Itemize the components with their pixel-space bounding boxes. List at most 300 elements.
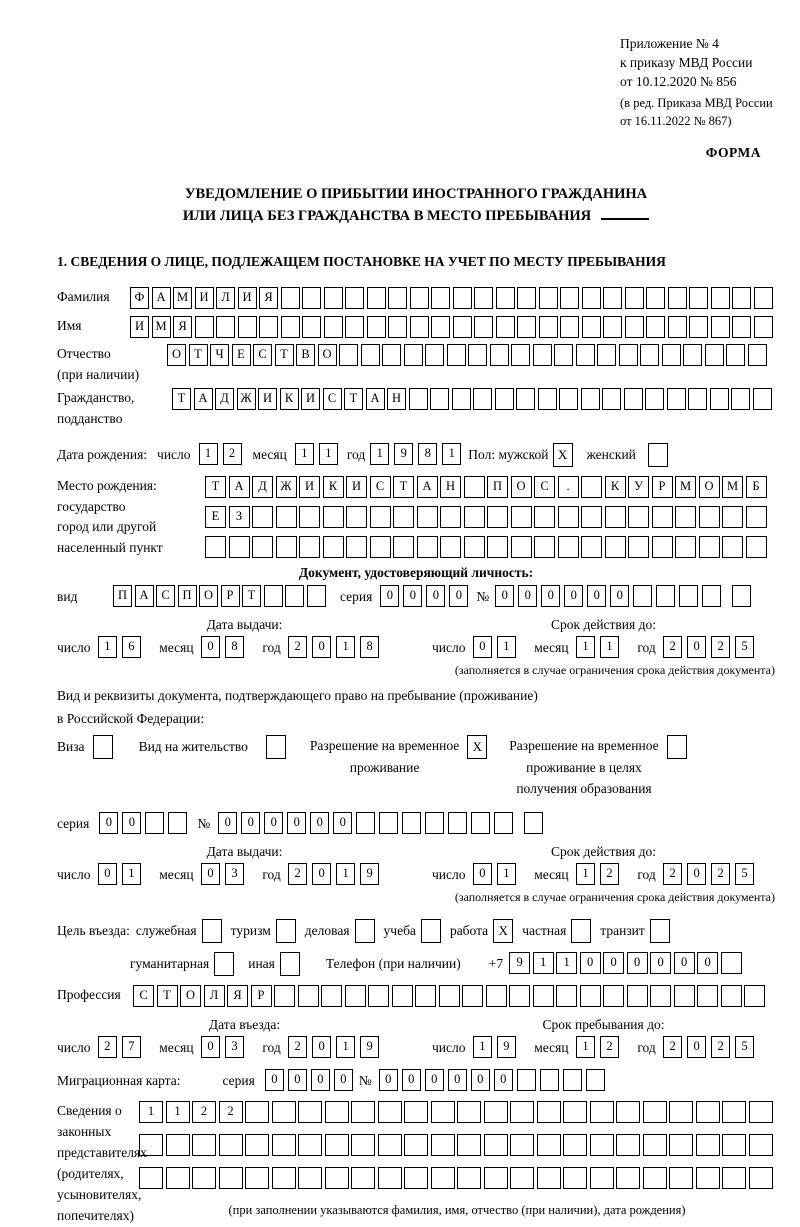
form-cell[interactable] <box>351 1167 375 1189</box>
form-cell[interactable] <box>616 1167 640 1189</box>
form-cell[interactable]: Е <box>205 506 226 528</box>
form-cell[interactable] <box>487 506 508 528</box>
form-cell[interactable] <box>616 1101 640 1123</box>
form-cell[interactable] <box>274 985 295 1007</box>
form-cell[interactable] <box>689 316 708 338</box>
form-cell[interactable]: 3 <box>225 1036 244 1058</box>
form-cell[interactable] <box>299 536 320 558</box>
form-cell[interactable]: 0 <box>402 1069 421 1091</box>
form-cell[interactable] <box>646 287 665 309</box>
form-cell[interactable] <box>382 344 401 366</box>
form-cell[interactable]: 0 <box>426 585 445 607</box>
form-cell[interactable]: С <box>253 344 272 366</box>
form-cell[interactable]: И <box>130 316 149 338</box>
form-cell[interactable] <box>219 1134 243 1156</box>
purpose-other-checkbox[interactable] <box>280 952 300 976</box>
form-cell[interactable]: М <box>675 476 696 498</box>
form-cell[interactable] <box>430 388 449 410</box>
form-cell[interactable]: 0 <box>518 585 537 607</box>
form-cell[interactable] <box>379 812 398 834</box>
residence-permit-checkbox[interactable] <box>266 735 286 759</box>
purpose-tourism-checkbox[interactable] <box>276 919 296 943</box>
form-cell[interactable]: А <box>417 476 438 498</box>
form-cell[interactable] <box>702 585 721 607</box>
form-cell[interactable] <box>517 316 536 338</box>
form-cell[interactable]: 1 <box>497 636 516 658</box>
form-cell[interactable]: 0 <box>697 952 718 974</box>
form-cell[interactable] <box>616 1134 640 1156</box>
form-cell[interactable] <box>540 1069 559 1091</box>
form-cell[interactable]: 0 <box>288 1069 307 1091</box>
form-cell[interactable] <box>448 812 467 834</box>
form-cell[interactable]: Т <box>344 388 363 410</box>
form-cell[interactable] <box>361 344 380 366</box>
form-cell[interactable] <box>378 1167 402 1189</box>
form-cell[interactable] <box>272 1101 296 1123</box>
form-cell[interactable]: 0 <box>650 952 671 974</box>
form-cell[interactable] <box>576 344 595 366</box>
form-cell[interactable] <box>351 1101 375 1123</box>
form-cell[interactable] <box>732 585 751 607</box>
form-cell[interactable] <box>367 316 386 338</box>
form-cell[interactable]: Н <box>387 388 406 410</box>
form-cell[interactable] <box>580 985 601 1007</box>
form-cell[interactable] <box>581 388 600 410</box>
form-cell[interactable]: О <box>699 476 720 498</box>
form-cell[interactable] <box>669 1101 693 1123</box>
form-cell[interactable] <box>563 1134 587 1156</box>
form-cell[interactable]: П <box>113 585 132 607</box>
form-cell[interactable]: 8 <box>225 636 244 658</box>
form-cell[interactable] <box>325 1167 349 1189</box>
form-cell[interactable] <box>166 1167 190 1189</box>
form-cell[interactable] <box>370 536 391 558</box>
form-cell[interactable]: Я <box>173 316 192 338</box>
form-cell[interactable]: 5 <box>735 863 754 885</box>
form-cell[interactable] <box>746 536 767 558</box>
form-cell[interactable] <box>339 344 358 366</box>
form-cell[interactable]: 2 <box>223 443 242 465</box>
form-cell[interactable] <box>245 1167 269 1189</box>
form-cell[interactable]: 0 <box>310 812 329 834</box>
form-cell[interactable] <box>392 985 413 1007</box>
form-cell[interactable] <box>602 388 621 410</box>
form-cell[interactable]: К <box>605 476 626 498</box>
form-cell[interactable] <box>166 1134 190 1156</box>
form-cell[interactable] <box>560 316 579 338</box>
form-cell[interactable] <box>323 536 344 558</box>
form-cell[interactable] <box>431 1167 455 1189</box>
form-cell[interactable]: 1 <box>336 863 355 885</box>
form-cell[interactable] <box>558 506 579 528</box>
form-cell[interactable]: 0 <box>425 1069 444 1091</box>
form-cell[interactable] <box>511 536 532 558</box>
form-cell[interactable] <box>640 344 659 366</box>
form-cell[interactable] <box>299 506 320 528</box>
form-cell[interactable]: И <box>301 388 320 410</box>
form-cell[interactable]: 7 <box>122 1036 141 1058</box>
form-cell[interactable]: 0 <box>449 585 468 607</box>
form-cell[interactable] <box>367 287 386 309</box>
form-cell[interactable]: 1 <box>166 1101 190 1123</box>
form-cell[interactable]: 6 <box>122 636 141 658</box>
form-cell[interactable] <box>605 536 626 558</box>
form-cell[interactable]: Н <box>440 476 461 498</box>
form-cell[interactable] <box>534 506 555 528</box>
form-cell[interactable] <box>590 1101 614 1123</box>
form-cell[interactable] <box>404 344 423 366</box>
purpose-humanitarian-checkbox[interactable] <box>214 952 234 976</box>
form-cell[interactable] <box>495 388 514 410</box>
form-cell[interactable] <box>487 536 508 558</box>
form-cell[interactable]: 2 <box>711 1036 730 1058</box>
form-cell[interactable] <box>643 1134 667 1156</box>
form-cell[interactable] <box>524 812 543 834</box>
form-cell[interactable] <box>409 388 428 410</box>
form-cell[interactable] <box>285 585 304 607</box>
form-cell[interactable]: 1 <box>139 1101 163 1123</box>
form-cell[interactable]: А <box>366 388 385 410</box>
form-cell[interactable] <box>605 506 626 528</box>
form-cell[interactable] <box>748 344 767 366</box>
form-cell[interactable]: О <box>167 344 186 366</box>
form-cell[interactable] <box>453 287 472 309</box>
form-cell[interactable]: 1 <box>336 1036 355 1058</box>
form-cell[interactable] <box>425 812 444 834</box>
form-cell[interactable] <box>749 1167 773 1189</box>
form-cell[interactable] <box>272 1167 296 1189</box>
form-cell[interactable]: 0 <box>627 952 648 974</box>
form-cell[interactable]: 1 <box>576 863 595 885</box>
form-cell[interactable]: 1 <box>295 443 314 465</box>
form-cell[interactable] <box>533 985 554 1007</box>
form-cell[interactable]: Ч <box>210 344 229 366</box>
form-cell[interactable] <box>683 344 702 366</box>
form-cell[interactable]: 0 <box>312 863 331 885</box>
form-cell[interactable] <box>145 812 164 834</box>
form-cell[interactable] <box>323 506 344 528</box>
form-cell[interactable] <box>749 1101 773 1123</box>
form-cell[interactable] <box>474 316 493 338</box>
form-cell[interactable] <box>633 585 652 607</box>
form-cell[interactable]: С <box>133 985 154 1007</box>
form-cell[interactable]: А <box>194 388 213 410</box>
form-cell[interactable] <box>168 812 187 834</box>
form-cell[interactable] <box>393 536 414 558</box>
form-cell[interactable]: 0 <box>603 952 624 974</box>
form-cell[interactable] <box>539 316 558 338</box>
form-cell[interactable]: Т <box>275 344 294 366</box>
form-cell[interactable] <box>431 287 450 309</box>
form-cell[interactable] <box>378 1134 402 1156</box>
form-cell[interactable]: 0 <box>495 585 514 607</box>
form-cell[interactable]: Р <box>652 476 673 498</box>
form-cell[interactable]: 1 <box>600 636 619 658</box>
form-cell[interactable]: 0 <box>610 585 629 607</box>
form-cell[interactable]: 2 <box>663 863 682 885</box>
form-cell[interactable] <box>509 985 530 1007</box>
form-cell[interactable] <box>447 344 466 366</box>
form-cell[interactable] <box>643 1167 667 1189</box>
form-cell[interactable] <box>484 1167 508 1189</box>
form-cell[interactable] <box>464 506 485 528</box>
form-cell[interactable]: И <box>195 287 214 309</box>
form-cell[interactable] <box>560 287 579 309</box>
form-cell[interactable]: О <box>318 344 337 366</box>
form-cell[interactable] <box>276 506 297 528</box>
form-cell[interactable]: 0 <box>541 585 560 607</box>
form-cell[interactable] <box>652 536 673 558</box>
temporary-residence-education-checkbox[interactable] <box>667 735 687 759</box>
form-cell[interactable]: 2 <box>192 1101 216 1123</box>
form-cell[interactable] <box>494 812 513 834</box>
form-cell[interactable] <box>457 1167 481 1189</box>
form-cell[interactable]: 0 <box>201 636 220 658</box>
form-cell[interactable]: 0 <box>241 812 260 834</box>
form-cell[interactable]: 2 <box>98 1036 117 1058</box>
form-cell[interactable] <box>753 388 772 410</box>
form-cell[interactable] <box>431 316 450 338</box>
form-cell[interactable] <box>486 985 507 1007</box>
form-cell[interactable] <box>346 536 367 558</box>
sex-female-checkbox[interactable] <box>648 443 668 467</box>
form-cell[interactable]: 0 <box>312 636 331 658</box>
form-cell[interactable] <box>749 1134 773 1156</box>
form-cell[interactable] <box>281 316 300 338</box>
form-cell[interactable]: 0 <box>333 812 352 834</box>
form-cell[interactable] <box>534 536 555 558</box>
form-cell[interactable] <box>590 1134 614 1156</box>
form-cell[interactable]: 2 <box>219 1101 243 1123</box>
form-cell[interactable]: С <box>370 476 391 498</box>
form-cell[interactable] <box>643 1101 667 1123</box>
form-cell[interactable] <box>696 1167 720 1189</box>
form-cell[interactable]: Т <box>172 388 191 410</box>
form-cell[interactable] <box>321 985 342 1007</box>
form-cell[interactable] <box>627 985 648 1007</box>
form-cell[interactable]: 8 <box>360 636 379 658</box>
form-cell[interactable] <box>697 985 718 1007</box>
form-cell[interactable] <box>276 536 297 558</box>
purpose-transit-checkbox[interactable] <box>650 919 670 943</box>
form-cell[interactable]: Б <box>746 476 767 498</box>
form-cell[interactable] <box>732 316 751 338</box>
form-cell[interactable] <box>345 985 366 1007</box>
form-cell[interactable]: М <box>173 287 192 309</box>
form-cell[interactable]: 0 <box>687 1036 706 1058</box>
form-cell[interactable] <box>393 506 414 528</box>
form-cell[interactable]: И <box>238 287 257 309</box>
form-cell[interactable] <box>351 1134 375 1156</box>
form-cell[interactable] <box>302 316 321 338</box>
form-cell[interactable] <box>705 344 724 366</box>
form-cell[interactable] <box>669 1167 693 1189</box>
form-cell[interactable]: Т <box>157 985 178 1007</box>
form-cell[interactable] <box>619 344 638 366</box>
purpose-study-checkbox[interactable] <box>421 919 441 943</box>
form-cell[interactable] <box>281 287 300 309</box>
form-cell[interactable]: А <box>135 585 154 607</box>
form-cell[interactable] <box>517 287 536 309</box>
form-cell[interactable]: 0 <box>201 863 220 885</box>
form-cell[interactable] <box>645 388 664 410</box>
form-cell[interactable]: Ж <box>237 388 256 410</box>
form-cell[interactable] <box>272 1134 296 1156</box>
form-cell[interactable] <box>538 388 557 410</box>
form-cell[interactable] <box>417 506 438 528</box>
form-cell[interactable]: 0 <box>687 636 706 658</box>
form-cell[interactable]: С <box>156 585 175 607</box>
form-cell[interactable]: О <box>180 985 201 1007</box>
form-cell[interactable] <box>754 287 773 309</box>
form-cell[interactable] <box>675 506 696 528</box>
form-cell[interactable] <box>696 1101 720 1123</box>
form-cell[interactable] <box>625 287 644 309</box>
form-cell[interactable] <box>238 316 257 338</box>
form-cell[interactable]: 1 <box>370 443 389 465</box>
form-cell[interactable]: 1 <box>576 1036 595 1058</box>
form-cell[interactable]: 0 <box>580 952 601 974</box>
form-cell[interactable]: 0 <box>311 1069 330 1091</box>
form-cell[interactable]: 0 <box>265 1069 284 1091</box>
form-cell[interactable]: 0 <box>687 863 706 885</box>
form-cell[interactable]: Л <box>216 287 235 309</box>
form-cell[interactable] <box>533 344 552 366</box>
form-cell[interactable] <box>731 388 750 410</box>
form-cell[interactable] <box>324 287 343 309</box>
form-cell[interactable] <box>744 985 765 1007</box>
form-cell[interactable] <box>537 1134 561 1156</box>
form-cell[interactable] <box>496 287 515 309</box>
purpose-official-checkbox[interactable] <box>202 919 222 943</box>
form-cell[interactable]: 1 <box>576 636 595 658</box>
form-cell[interactable] <box>468 344 487 366</box>
form-cell[interactable] <box>431 1101 455 1123</box>
form-cell[interactable]: 2 <box>711 863 730 885</box>
form-cell[interactable] <box>625 316 644 338</box>
form-cell[interactable]: 0 <box>448 1069 467 1091</box>
form-cell[interactable]: 1 <box>336 636 355 658</box>
form-cell[interactable]: О <box>511 476 532 498</box>
form-cell[interactable] <box>668 287 687 309</box>
form-cell[interactable] <box>711 287 730 309</box>
form-cell[interactable] <box>388 287 407 309</box>
form-cell[interactable]: 5 <box>735 1036 754 1058</box>
form-cell[interactable]: 2 <box>663 636 682 658</box>
form-cell[interactable] <box>457 1101 481 1123</box>
form-cell[interactable] <box>628 536 649 558</box>
form-cell[interactable] <box>510 1101 534 1123</box>
form-cell[interactable] <box>699 506 720 528</box>
form-cell[interactable] <box>370 506 391 528</box>
form-cell[interactable]: 2 <box>288 636 307 658</box>
form-cell[interactable]: 0 <box>98 863 117 885</box>
form-cell[interactable]: 0 <box>201 1036 220 1058</box>
form-cell[interactable] <box>298 1134 322 1156</box>
form-cell[interactable]: Е <box>232 344 251 366</box>
form-cell[interactable] <box>563 1167 587 1189</box>
form-cell[interactable] <box>667 388 686 410</box>
form-cell[interactable] <box>471 812 490 834</box>
form-cell[interactable] <box>722 1101 746 1123</box>
form-cell[interactable] <box>195 316 214 338</box>
form-cell[interactable] <box>699 536 720 558</box>
form-cell[interactable] <box>462 985 483 1007</box>
form-cell[interactable]: И <box>346 476 367 498</box>
form-cell[interactable] <box>216 316 235 338</box>
form-cell[interactable]: Д <box>215 388 234 410</box>
form-cell[interactable]: 0 <box>471 1069 490 1091</box>
form-cell[interactable]: Р <box>251 985 272 1007</box>
form-cell[interactable] <box>346 506 367 528</box>
form-cell[interactable] <box>556 985 577 1007</box>
form-cell[interactable] <box>307 585 326 607</box>
form-cell[interactable]: 0 <box>564 585 583 607</box>
form-cell[interactable] <box>581 536 602 558</box>
form-cell[interactable]: 0 <box>264 812 283 834</box>
form-cell[interactable]: . <box>558 476 579 498</box>
form-cell[interactable]: Ф <box>130 287 149 309</box>
form-cell[interactable] <box>473 388 492 410</box>
form-cell[interactable] <box>722 506 743 528</box>
form-cell[interactable] <box>252 506 273 528</box>
form-cell[interactable]: С <box>534 476 555 498</box>
form-cell[interactable] <box>581 506 602 528</box>
form-cell[interactable] <box>511 506 532 528</box>
form-cell[interactable]: 0 <box>473 863 492 885</box>
form-cell[interactable]: 0 <box>380 585 399 607</box>
form-cell[interactable] <box>662 344 681 366</box>
form-cell[interactable]: А <box>229 476 250 498</box>
form-cell[interactable]: Т <box>205 476 226 498</box>
form-cell[interactable]: 0 <box>674 952 695 974</box>
form-cell[interactable]: 2 <box>663 1036 682 1058</box>
form-cell[interactable]: 0 <box>122 812 141 834</box>
form-cell[interactable] <box>537 1101 561 1123</box>
form-cell[interactable]: 1 <box>497 863 516 885</box>
form-cell[interactable]: 9 <box>497 1036 516 1058</box>
form-cell[interactable]: 1 <box>442 443 461 465</box>
form-cell[interactable]: 2 <box>288 1036 307 1058</box>
form-cell[interactable] <box>259 316 278 338</box>
form-cell[interactable] <box>590 1167 614 1189</box>
form-cell[interactable] <box>388 316 407 338</box>
form-cell[interactable]: 0 <box>494 1069 513 1091</box>
form-cell[interactable] <box>302 287 321 309</box>
form-cell[interactable] <box>345 287 364 309</box>
form-cell[interactable]: У <box>628 476 649 498</box>
form-cell[interactable] <box>264 585 283 607</box>
form-cell[interactable] <box>597 344 616 366</box>
form-cell[interactable] <box>754 316 773 338</box>
form-cell[interactable] <box>674 985 695 1007</box>
form-cell[interactable] <box>554 344 573 366</box>
form-cell[interactable] <box>652 506 673 528</box>
form-cell[interactable] <box>586 1069 605 1091</box>
form-cell[interactable]: 9 <box>509 952 530 974</box>
form-cell[interactable]: О <box>199 585 218 607</box>
form-cell[interactable] <box>415 985 436 1007</box>
form-cell[interactable] <box>325 1134 349 1156</box>
form-cell[interactable] <box>440 506 461 528</box>
form-cell[interactable]: 0 <box>587 585 606 607</box>
form-cell[interactable]: И <box>258 388 277 410</box>
form-cell[interactable] <box>721 985 742 1007</box>
form-cell[interactable]: 2 <box>600 863 619 885</box>
visa-checkbox[interactable] <box>93 735 113 759</box>
form-cell[interactable]: 1 <box>98 636 117 658</box>
form-cell[interactable] <box>679 585 698 607</box>
